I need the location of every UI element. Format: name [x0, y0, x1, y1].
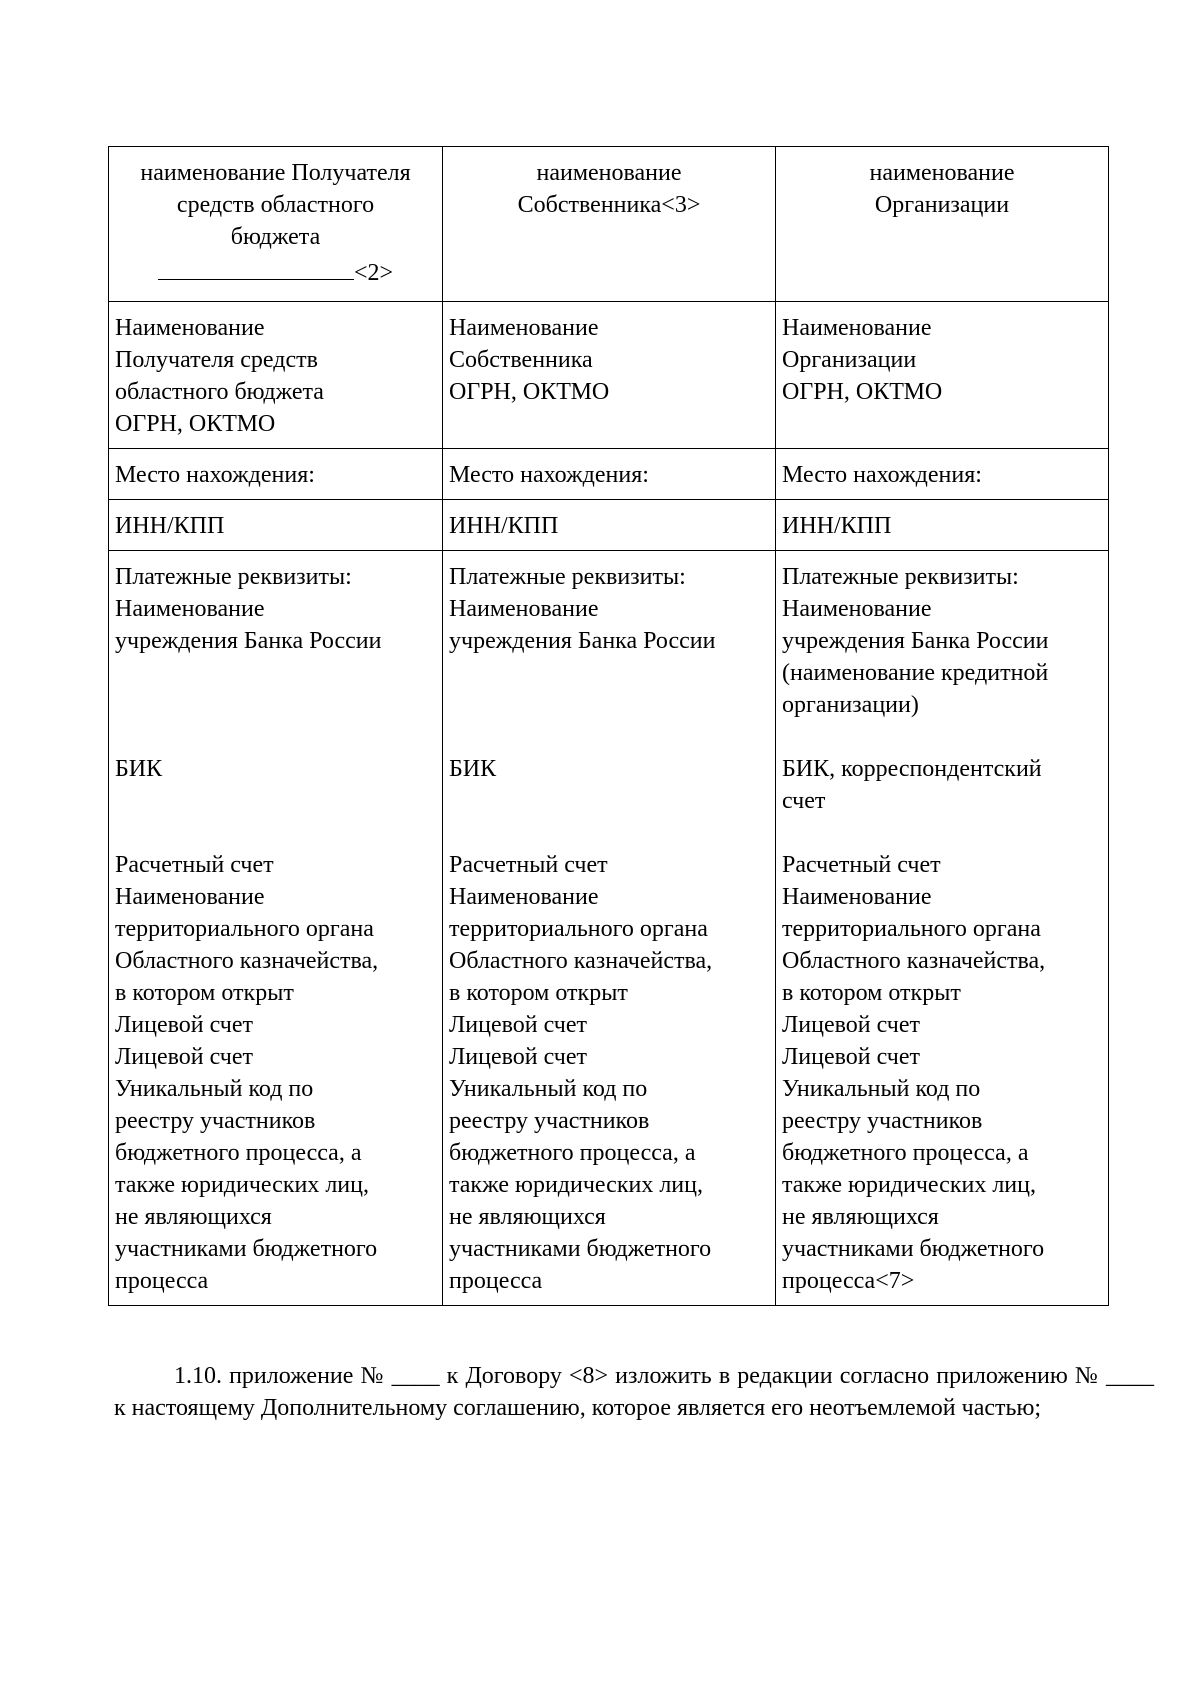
table-cell: Место нахождения:: [109, 449, 443, 500]
table-row: [109, 302, 1109, 449]
table-cell: ИНН/КПП: [109, 500, 443, 551]
table-cell: Наименование Организации ОГРН, ОКТМО: [776, 302, 1109, 449]
footnote-ref: <2>: [353, 260, 394, 286]
requisites-table: [108, 146, 1109, 1306]
clause-paragraph: 1.10. приложение № ____ к Договору <8> изложить в редакции согласно приложению № ____ к настоящему Дополнительному соглашению, которое является его неотъемлемой частью;: [114, 1363, 1154, 1421]
header-cell-organization: наименование Организации: [776, 147, 1109, 302]
table-cell: Наименование Собственника ОГРН, ОКТМО: [443, 302, 776, 449]
table-cell: Место нахождения:: [443, 449, 776, 500]
table-header-row: [109, 147, 1109, 302]
blank-line: [158, 253, 354, 280]
header-cell-recipient: [109, 147, 443, 302]
table-row: [109, 551, 1109, 1306]
table-cell: Платежные реквизиты: Наименование учреждения Банка России БИК Расчетный счет Наименование территориального органа Областного казначейства, в котором открыт Лицевой счет Лицевой счет Уникальный код по реестру участников бюджетного процесса, а также юридических лиц, не являющихся участниками бюджетного процесса: [443, 551, 776, 1306]
header-recipient-text: наименование Получателя средств областного бюджета: [140, 160, 411, 250]
table-row: [109, 500, 1109, 551]
table-cell: ИНН/КПП: [443, 500, 776, 551]
table-cell: Место нахождения:: [776, 449, 1109, 500]
header-cell-owner: наименование Собственника<3>: [443, 147, 776, 302]
table-row: [109, 449, 1109, 500]
table-cell: Наименование Получателя средств областного бюджета ОГРН, ОКТМО: [109, 302, 443, 449]
table-cell: Платежные реквизиты: Наименование учреждения Банка России (наименование кредитной организации) БИК, корреспондентский счет Расчетный счет Наименование территориального органа Областного казначейства, в котором открыт Лицевой счет Лицевой счет Уникальный код по реестру участников бюджетного процесса, а также юридических лиц, не являющихся участниками бюджетного процесса<7>: [776, 551, 1109, 1306]
table-cell: ИНН/КПП: [776, 500, 1109, 551]
table-cell: Платежные реквизиты: Наименование учреждения Банка России БИК Расчетный счет Наименование территориального органа Областного казначейства, в котором открыт Лицевой счет Лицевой счет Уникальный код по реестру участников бюджетного процесса, а также юридических лиц, не являющихся участниками бюджетного процесса: [109, 551, 443, 1306]
